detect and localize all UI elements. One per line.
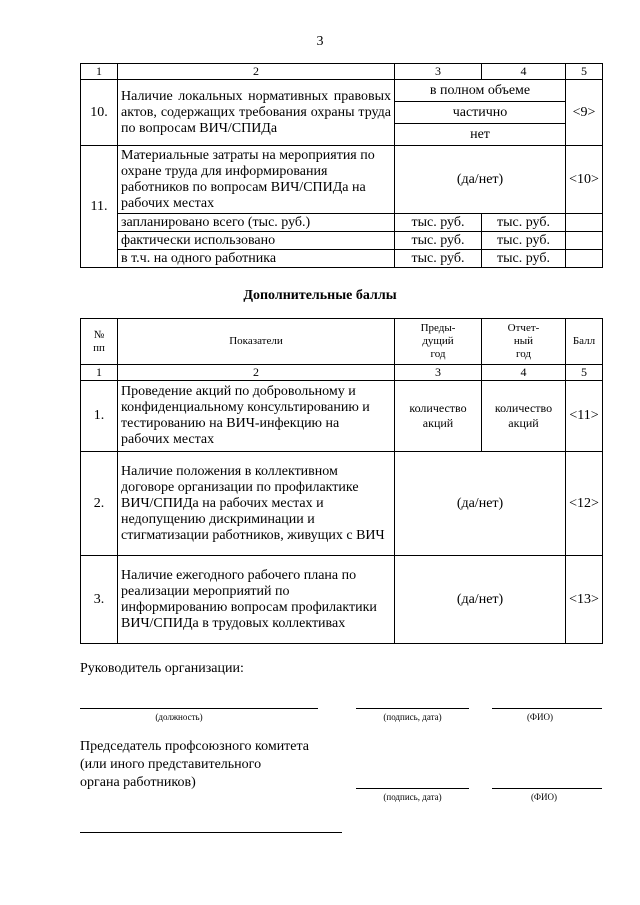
row-score: <10> <box>566 146 603 214</box>
option-partial: частично <box>395 102 566 124</box>
table-row <box>81 80 603 102</box>
position-line[interactable] <box>80 708 318 709</box>
row-value: (да/нет) <box>395 556 566 644</box>
table-row <box>81 214 603 232</box>
sub-label: в т.ч. на одного работника <box>118 250 395 268</box>
header-prev-year: Преды- дущий год <box>395 319 482 365</box>
header-report-year: Отчет- ный год <box>482 319 566 365</box>
fio-caption: (ФИО) <box>526 712 554 722</box>
col-number: 2 <box>118 365 395 381</box>
row-number: 10. <box>81 80 118 146</box>
col-number: 4 <box>482 64 566 80</box>
col-number: 3 <box>395 365 482 381</box>
signature-date-caption: (подпись, дата) <box>383 712 442 722</box>
sub-empty <box>566 250 603 268</box>
table-row <box>81 452 603 556</box>
row-score: <9> <box>566 80 603 146</box>
union-fio-caption: (ФИО) <box>530 792 558 802</box>
table-row <box>81 556 603 644</box>
col-number: 2 <box>118 64 395 80</box>
table-header-row <box>81 319 603 365</box>
prev-year-cell: количество акций <box>395 381 482 452</box>
col-number: 3 <box>395 64 482 80</box>
sub-cell: тыс. руб. <box>395 214 482 232</box>
col-number: 4 <box>482 365 566 381</box>
col-number: 5 <box>566 64 603 80</box>
sub-cell: тыс. руб. <box>482 250 566 268</box>
sub-cell: тыс. руб. <box>482 232 566 250</box>
additional-points-table <box>80 318 603 644</box>
union-fio-line[interactable] <box>492 788 602 789</box>
page-number: 3 <box>316 34 324 49</box>
row-score: <13> <box>566 556 603 644</box>
union-signature-date-line[interactable] <box>356 788 469 789</box>
header-num: № пп <box>81 319 118 365</box>
col-number: 1 <box>81 64 118 80</box>
sub-empty <box>566 214 603 232</box>
row-text: Наличие локальных нормативных правовых актов, содержащих требования охраны труда по вопросам ВИЧ/СПИДа <box>118 80 395 146</box>
union-signature-date-caption: (подпись, дата) <box>383 792 442 802</box>
sub-empty <box>566 232 603 250</box>
report-year-cell: количество акций <box>482 381 566 452</box>
row-score: <11> <box>566 381 603 452</box>
row-text: Проведение акций по добровольному и конфиденциальному консультированию и тестированию на ВИЧ-инфекцию на рабочих местах <box>118 381 395 452</box>
row-text: Наличие ежегодного рабочего плана по реализации мероприятий по информированию вопросам профилактики ВИЧ/СПИДа в трудовых коллективах <box>118 556 395 644</box>
row-number: 3. <box>81 556 118 644</box>
fio-line[interactable] <box>492 708 602 709</box>
table-row <box>81 381 603 452</box>
indicators-table-continued <box>80 63 603 268</box>
column-numbers-row <box>81 365 603 381</box>
sub-cell: тыс. руб. <box>395 232 482 250</box>
sub-cell: тыс. руб. <box>395 250 482 268</box>
row-number: 1. <box>81 381 118 452</box>
section-title: Дополнительные баллы <box>243 288 397 303</box>
sub-label: запланировано всего (тыс. руб.) <box>118 214 395 232</box>
option-none: нет <box>395 124 566 146</box>
union-chair-label: Председатель профсоюзного комитета (или иного представительного органа работников) <box>80 739 310 790</box>
position-caption: (должность) <box>155 712 203 722</box>
row-value: (да/нет) <box>395 146 566 214</box>
header-indicator: Показатели <box>118 319 395 365</box>
row-text: Материальные затраты на мероприятия по охране труда для информирования работников по вопросам ВИЧ/СПИДа на рабочих местах <box>118 146 395 214</box>
option-full: в полном объеме <box>395 80 566 102</box>
col-number: 1 <box>81 365 118 381</box>
extra-signature-line[interactable] <box>80 832 342 833</box>
row-score: <12> <box>566 452 603 556</box>
table-row <box>81 250 603 268</box>
row-value: (да/нет) <box>395 452 566 556</box>
row-number: 2. <box>81 452 118 556</box>
row-text: Наличие положения в коллективном договоре организации по профилактике ВИЧ/СПИДа на рабочих местах и недопущению дискриминации и стигматизации работников, живущих с ВИЧ <box>118 452 395 556</box>
col-number: 5 <box>566 365 603 381</box>
row-number: 11. <box>81 146 118 268</box>
table-row <box>81 232 603 250</box>
sub-cell: тыс. руб. <box>482 214 566 232</box>
sub-label: фактически использовано <box>118 232 395 250</box>
table-row <box>81 146 603 214</box>
column-numbers-row <box>81 64 603 80</box>
header-score: Балл <box>566 319 603 365</box>
head-of-organization-label: Руководитель организации: <box>80 661 244 676</box>
signature-date-line[interactable] <box>356 708 469 709</box>
